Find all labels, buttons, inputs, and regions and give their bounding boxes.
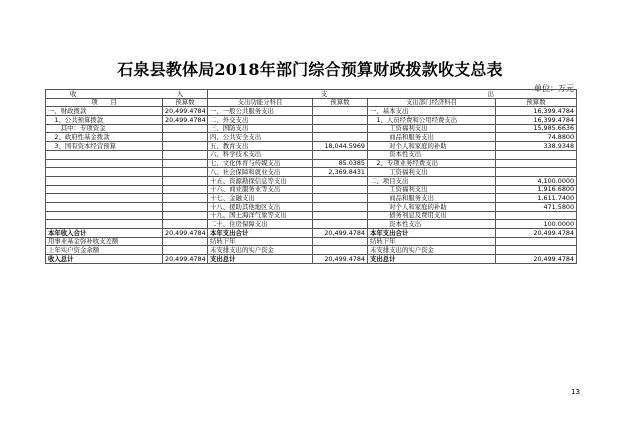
income-amount-cell	[163, 202, 208, 211]
income-amount-cell	[163, 176, 208, 185]
func-amount-cell	[313, 237, 368, 246]
income-item-cell: 用事业基金弥补收支差额	[46, 237, 163, 246]
econ-subject-cell: 工资福利支出	[368, 124, 496, 133]
econ-amount-cell	[496, 159, 577, 168]
econ-amount-cell: 1,611.7400	[496, 194, 577, 203]
expense-header-right: 出	[487, 89, 495, 98]
income-amount-cell: 20,499.4784	[163, 116, 208, 125]
income-amount-cell	[163, 133, 208, 142]
func-subject-cell: 本年支出合计	[208, 229, 313, 238]
econ-subject-cell: 对个人和家庭的补助	[368, 202, 496, 211]
income-amount-cell	[163, 211, 208, 220]
func-subject-cell: 五、教育支出	[208, 142, 313, 151]
econ-amount-cell	[496, 211, 577, 220]
econ-amount-cell: 74.8800	[496, 133, 577, 142]
income-item-cell	[46, 168, 163, 177]
income-item-cell: 3、国有资本经营预算	[46, 142, 163, 151]
table-row	[46, 202, 577, 211]
econ-subject-cell: 资本性支出	[368, 220, 496, 229]
func-amount-cell: 20,499.4784	[313, 229, 368, 238]
econ-subject-cell: 二、项目支出	[368, 176, 496, 185]
income-amount-cell	[163, 150, 208, 159]
table-body	[46, 107, 577, 229]
func-subject-cell: 四、公共安全支出	[208, 133, 313, 142]
table-row	[46, 107, 577, 116]
table-row	[46, 159, 577, 168]
table-row	[46, 185, 577, 194]
func-subject-cell: 未安排支出的实户资金	[208, 246, 313, 255]
func-amount-cell: 2,369.8431	[313, 168, 368, 177]
func-amount-cell	[313, 202, 368, 211]
func-amount-cell	[313, 220, 368, 229]
income-item-cell: 1、公共预算拨款	[46, 116, 163, 125]
econ-subject-cell: 工资福利支出	[368, 168, 496, 177]
total-row	[46, 255, 577, 264]
func-subject-cell: 十五、资源勘探信息等支出	[208, 176, 313, 185]
econ-amount-cell: 16,399.4784	[496, 107, 577, 116]
func-amount-cell	[313, 194, 368, 203]
econ-subject-cell: 债务利息及费用支出	[368, 211, 496, 220]
econ-amount-cell	[496, 237, 577, 246]
func-subject-cell: 七、文化体育与传媒支出	[208, 159, 313, 168]
table-row	[46, 220, 577, 229]
func-amount-cell	[313, 150, 368, 159]
econ-subject-cell: 商品和服务支出	[368, 133, 496, 142]
total-row	[46, 246, 577, 255]
func-amount-cell	[313, 133, 368, 142]
income-item-cell: 收入总计	[46, 255, 163, 264]
income-item-cell	[46, 194, 163, 203]
expense-header-left: 支	[321, 89, 328, 98]
econ-amount-cell: 16,399.4784	[496, 116, 577, 125]
econ-amount-cell: 338.9348	[496, 142, 577, 151]
col-func-subject-header: 支出功能分科目	[208, 98, 313, 107]
func-amount-cell	[313, 185, 368, 194]
func-subject-cell: 二十、住房保障支出	[208, 220, 313, 229]
func-amount-cell	[313, 176, 368, 185]
econ-subject-cell: 支出总计	[368, 255, 496, 264]
table-row	[46, 194, 577, 203]
income-item-cell	[46, 159, 163, 168]
func-subject-cell: 六、科学技术支出	[208, 150, 313, 159]
func-amount-cell	[313, 107, 368, 116]
income-amount-cell	[163, 194, 208, 203]
col-income-amount-header: 预算数	[163, 98, 208, 107]
income-amount-cell: 20,499.4784	[163, 229, 208, 238]
income-amount-cell	[163, 246, 208, 255]
income-amount-cell	[163, 142, 208, 151]
econ-subject-cell: 工资福利支出	[368, 185, 496, 194]
table-row	[46, 116, 577, 125]
col-func-amount-header: 预算数	[313, 98, 368, 107]
income-amount-cell	[163, 168, 208, 177]
econ-subject-cell: 商品和服务支出	[368, 194, 496, 203]
econ-amount-cell: 1,916.6800	[496, 185, 577, 194]
page-title: 石泉县教体局2018年部门综合预算财政拨款收支总表	[117, 60, 503, 79]
page-number: 13	[571, 388, 580, 396]
income-item-cell: 其中：专项资金	[46, 124, 163, 133]
econ-amount-cell	[496, 168, 577, 177]
income-item-cell	[46, 220, 163, 229]
table-totals	[46, 229, 577, 264]
income-item-cell	[46, 211, 163, 220]
func-amount-cell	[313, 116, 368, 125]
func-subject-cell: 三、国防支出	[208, 124, 313, 133]
econ-subject-cell: 2、专项业务经费支出	[368, 159, 496, 168]
income-item-cell	[46, 185, 163, 194]
func-subject-cell: 一、一般公共服务支出	[208, 107, 313, 116]
func-subject-cell: 二、外交支出	[208, 116, 313, 125]
table-row	[46, 124, 577, 133]
econ-subject-cell: 结转下年	[368, 237, 496, 246]
econ-subject-cell: 对个人和家庭的补助	[368, 142, 496, 151]
func-subject-cell: 十九、国土海洋气象等支出	[208, 211, 313, 220]
func-subject-cell: 十七、金融支出	[208, 194, 313, 203]
econ-amount-cell: 100.0000	[496, 220, 577, 229]
income-item-cell	[46, 176, 163, 185]
income-amount-cell	[163, 159, 208, 168]
income-amount-cell	[163, 220, 208, 229]
table-row	[46, 150, 577, 159]
func-subject-cell: 支出总计	[208, 255, 313, 264]
func-amount-cell	[313, 211, 368, 220]
econ-subject-cell: 1、人员经费和公用经费支出	[368, 116, 496, 125]
income-item-cell	[46, 150, 163, 159]
income-item-cell: 2、政府性基金拨款	[46, 133, 163, 142]
header-row-income-expense	[46, 90, 577, 99]
func-subject-cell: 十八、援助其他地区支出	[208, 202, 313, 211]
econ-amount-cell	[496, 246, 577, 255]
econ-subject-cell: 一、基本支出	[368, 107, 496, 116]
income-item-cell: 本年收入合计	[46, 229, 163, 238]
expense-header	[208, 90, 577, 99]
func-amount-cell: 20,499.4784	[313, 255, 368, 264]
income-item-cell: 上年实户资金余额	[46, 246, 163, 255]
income-amount-cell: 20,499.4784	[163, 107, 208, 116]
table-row	[46, 211, 577, 220]
econ-amount-cell: 4,100.0000	[496, 176, 577, 185]
income-amount-cell: 20,499.4784	[163, 255, 208, 264]
total-row	[46, 237, 577, 246]
income-header-right: 入	[176, 89, 183, 98]
econ-amount-cell: 15,985.6636	[496, 124, 577, 133]
col-item-header: 项 目	[46, 98, 163, 107]
income-header-left: 收	[70, 89, 77, 98]
func-subject-cell: 八、社会保障和就业支出	[208, 168, 313, 177]
col-econ-amount-header: 预算数	[496, 98, 577, 107]
func-subject-cell: 十六、商业服务业等支出	[208, 185, 313, 194]
table-row	[46, 176, 577, 185]
income-header	[46, 90, 208, 99]
func-amount-cell	[313, 246, 368, 255]
func-amount-cell: 18,044.5969	[313, 142, 368, 151]
total-row	[46, 229, 577, 238]
income-amount-cell	[163, 237, 208, 246]
econ-subject-cell: 未安排支出的实户资金	[368, 246, 496, 255]
column-header-row	[46, 98, 577, 107]
table-row	[46, 133, 577, 142]
func-subject-cell: 结转下年	[208, 237, 313, 246]
unit-label: 单位：万元	[534, 84, 574, 93]
econ-subject-cell: 本年支出合计	[368, 229, 496, 238]
econ-amount-cell: 20,499.4784	[496, 229, 577, 238]
budget-table	[45, 89, 577, 264]
econ-amount-cell: 20,499.4784	[496, 255, 577, 264]
func-amount-cell	[313, 124, 368, 133]
income-item-cell	[46, 202, 163, 211]
econ-subject-cell: 资本性支出	[368, 150, 496, 159]
econ-amount-cell: 471.5800	[496, 202, 577, 211]
table-row	[46, 142, 577, 151]
income-item-cell: 一、财政拨款	[46, 107, 163, 116]
income-amount-cell	[163, 124, 208, 133]
col-econ-subject-header: 支出部门经济科目	[368, 98, 496, 107]
func-amount-cell: 85.0385	[313, 159, 368, 168]
table-row	[46, 168, 577, 177]
econ-amount-cell	[496, 150, 577, 159]
income-amount-cell	[163, 185, 208, 194]
